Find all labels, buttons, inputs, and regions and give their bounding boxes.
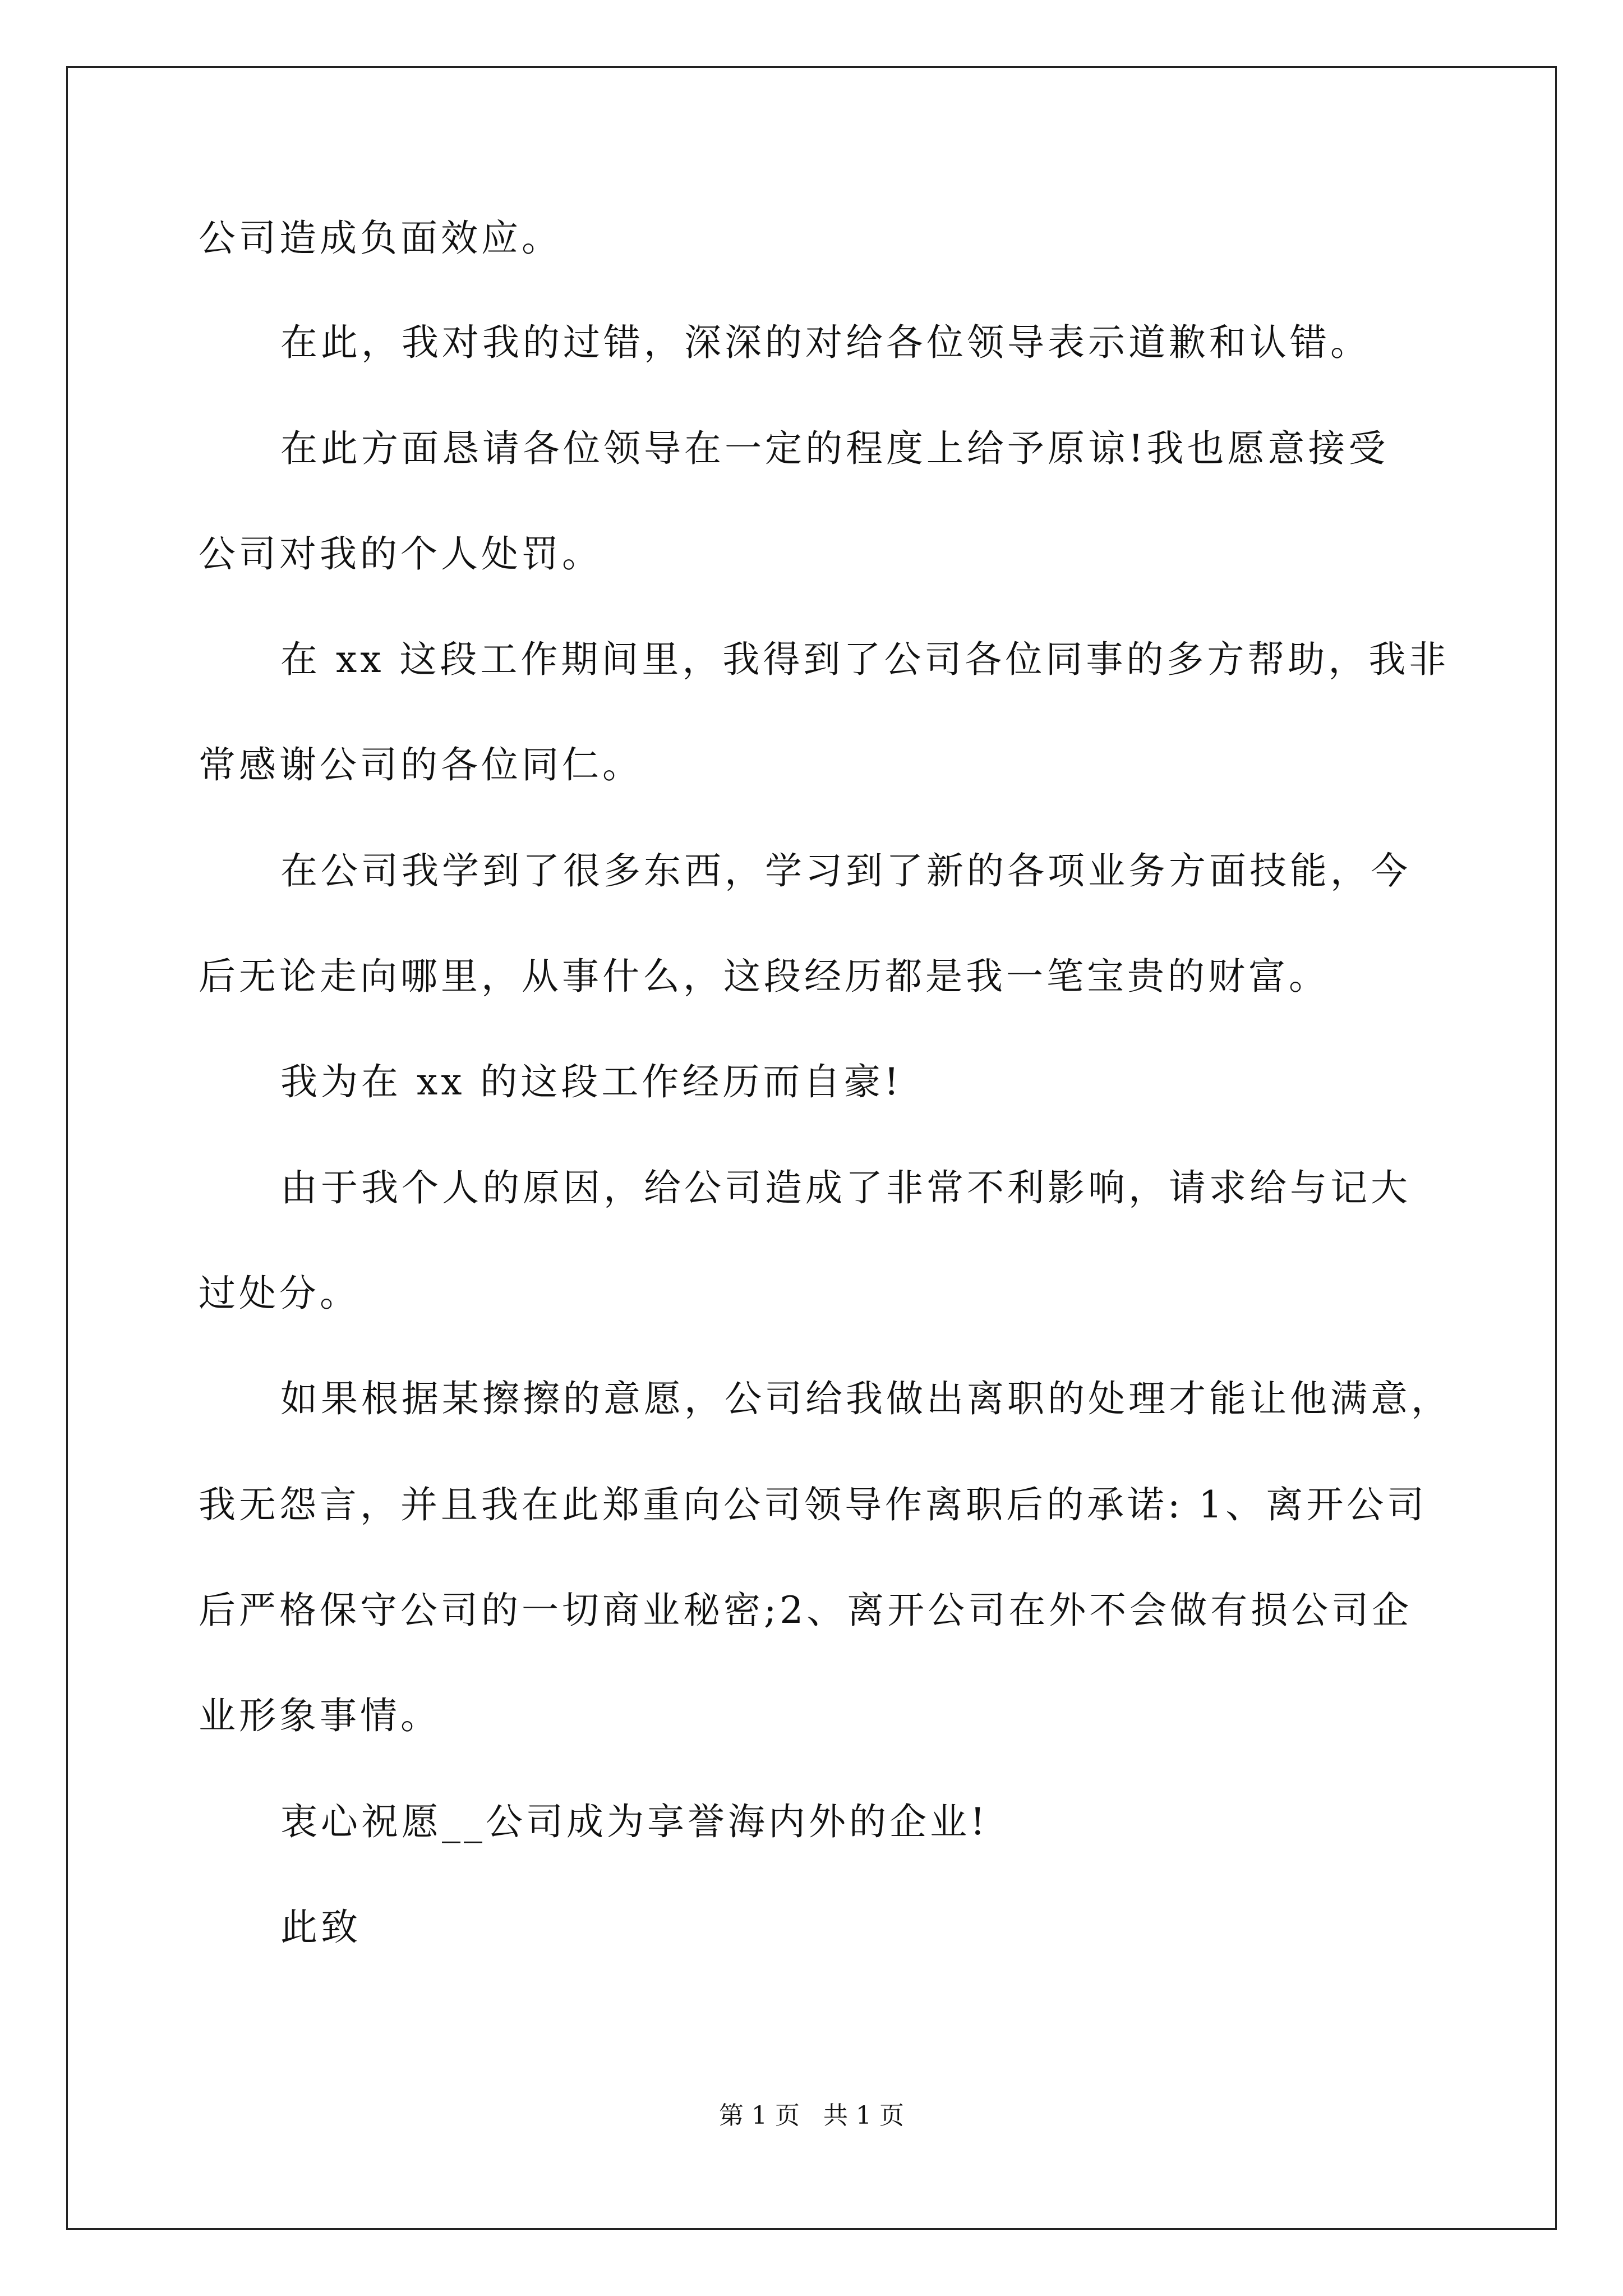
text-line: 业形象事情。 (199, 1694, 441, 1737)
text-line: 我为在 xx 的这段工作经历而自豪! (280, 1060, 902, 1103)
text-line: 此致 (280, 1906, 361, 1949)
text-line: 衷心祝愿__公司成为享誉海内外的企业! (280, 1800, 989, 1843)
text-line: 在公司我学到了很多东西，学习到了新的各项业务方面技能，今 (280, 849, 1411, 892)
text-line: 由于我个人的原因，给公司造成了非常不利影响，请求给与记大 (280, 1166, 1411, 1209)
text-line: 过处分。 (199, 1272, 360, 1315)
text-line: 常感谢公司的各位同仁。 (199, 743, 643, 786)
text-line: 我无怨言，并且我在此郑重向公司领导作离职后的承诺: 1、离开公司 (199, 1483, 1428, 1526)
text-line: 公司造成负面效应。 (199, 217, 562, 260)
text-line: 在此方面恳请各位领导在一定的程度上给予原谅!我也愿意接受 (280, 427, 1389, 470)
text-line: 在此，我对我的过错，深深的对给各位领导表示道歉和认错。 (280, 321, 1371, 364)
text-line: 后严格保守公司的一切商业秘密;2、离开公司在外不会做有损公司企 (199, 1589, 1413, 1632)
text-line: 如果根据某擦擦的意愿，公司给我做出离职的处理才能让他满意， (280, 1377, 1451, 1420)
text-line: 后无论走向哪里，从事什么，这段经历都是我一笔宝贵的财富。 (199, 955, 1329, 998)
text-line: 在 xx 这段工作期间里，我得到了公司各位同事的多方帮助，我非 (280, 638, 1450, 681)
text-line: 公司对我的个人处罚。 (199, 532, 602, 576)
page-number: 第 1 页 共 1 页 (719, 2101, 904, 2130)
